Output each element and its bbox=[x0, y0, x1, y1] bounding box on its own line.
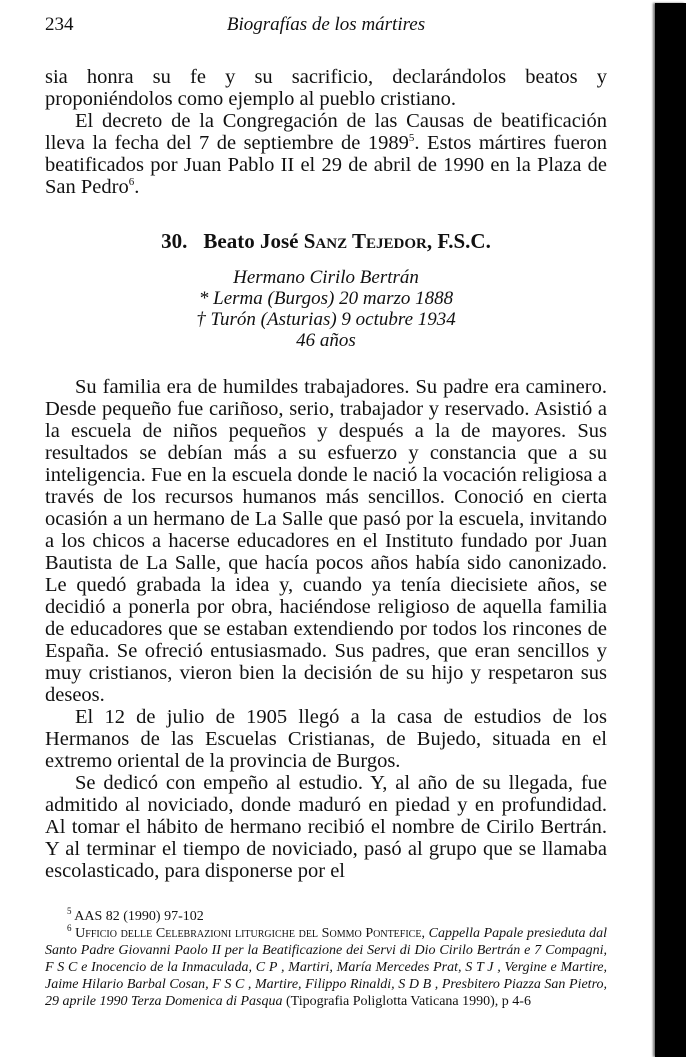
paragraph-text: El decreto de la Congregación de las Causas de beatificación lleva la fecha del 7 de septiembre de 1989 bbox=[45, 110, 607, 154]
intro-text bbox=[45, 66, 607, 198]
footnote-separator: , bbox=[421, 926, 429, 941]
footnote bbox=[45, 908, 607, 925]
main-text bbox=[45, 376, 607, 882]
footnote-marker: 5 bbox=[67, 906, 72, 916]
section-title-prefix: Beato José bbox=[203, 229, 304, 253]
footnote-ref: 6 bbox=[128, 176, 135, 188]
footnote-ref: 5 bbox=[408, 132, 415, 144]
footnote-title: Cappella Papale presieduta dal Santo Padre Giovanni Paolo II per la Beatificazione dei Servi di Dio Cirilo Bertrán e 7 Compagni, F S C e Inocencio de la Inmaculada, C P , Martiri, María Mercedes Prat, S T J , Vergine e Martire, Jaime Hilario Barbal Cosan, F S C , Martire, Filippo Rinaldi, S D B , Presbitero Piazza San Pietro, 29 aprile 1990 Terza Domenica di Pasqua bbox=[45, 926, 608, 1009]
footnotes bbox=[45, 908, 607, 1010]
death-line: † Turón (Asturias) 9 octubre 1934 bbox=[196, 309, 456, 330]
footnote-marker: 6 bbox=[67, 923, 72, 933]
section-surname: Sanz Tejedor bbox=[303, 229, 427, 253]
scan-edge-shadow bbox=[655, 3, 686, 1057]
paragraph: sia honra su fe y su sacrificio, declarándolos beatos y proponiéndolos como ejemplo al pueblo cristiano. bbox=[45, 66, 607, 110]
footnote-imprint: (Tipografia Poliglotta Vaticana 1990), p 4-6 bbox=[282, 994, 531, 1009]
biographical-subheading bbox=[45, 267, 607, 351]
section-heading bbox=[45, 229, 607, 254]
birth-line: * Lerma (Burgos) 20 marzo 1888 bbox=[198, 288, 454, 309]
paragraph: Se dedicó con empeño al estudio. Y, al año de su llegada, fue admitido al noviciado, donde maduró en piedad y en profundidad. Al tomar el hábito de hermano recibió el nombre de Cirilo Bertrán. Y al terminar el tiempo de noviciado, pasó al grupo que se llamaba escolasticado, para disponerse por el bbox=[45, 772, 607, 882]
running-title: Biografías de los mártires bbox=[226, 14, 426, 35]
paragraph-text: . Estos mártires fueron beatificados por Juan Pablo II el 29 de abril de 1990 en la Plaza de San Pedro bbox=[45, 132, 608, 198]
running-header bbox=[45, 14, 607, 40]
section-number: 30. bbox=[161, 229, 188, 253]
age-line: 46 años bbox=[296, 330, 356, 351]
paragraph: El 12 de julio de 1905 llegó a la casa de estudios de los Hermanos de las Escuelas Cristianas, de Bujedo, situada en el extremo oriental de la provincia de Burgos. bbox=[45, 706, 607, 772]
religious-name: Hermano Cirilo Bertrán bbox=[233, 267, 419, 288]
paragraph-text: . bbox=[134, 176, 140, 198]
page-number: 234 bbox=[45, 14, 74, 35]
footnote bbox=[45, 925, 607, 1010]
footnote-text: AAS 82 (1990) 97-102 bbox=[74, 909, 204, 924]
footnote-publisher: Ufficio delle Celebrazioni liturgiche del Sommo Pontefice bbox=[75, 926, 422, 941]
section-suffix: , F.S.C. bbox=[426, 229, 491, 253]
paragraph bbox=[45, 110, 607, 198]
paragraph: Su familia era de humildes trabajadores. Su padre era caminero. Desde pequeño fue cariñoso, serio, trabajador y reservado. Asistió a la escuela de niños pequeños y después a la de mayores. Sus resultados se debían más a su esfuerzo y constancia que a su inteligencia. Fue en la escuela donde le nació la vocación religiosa a través de los recursos humanos más sencillos. Conoció en cierta ocasión a un hermano de La Salle que pasó por la escuela, invitando a los chicos a hacerse educadores en el Instituto fundado por Juan Bautista de La Salle, que hacía pocos años había sido canonizado. Le quedó grabada la idea y, cuando ya tenía diecisiete años, se decidió a ponerla por obra, haciéndose religioso de aquella familia de educadores que se estaban extendiendo por todos los rincones de España. Se ofreció entusiasmado. Sus padres, que eran sencillos y muy cristianos, vieron bien la decisión de su hijo y respetaron sus deseos. bbox=[45, 376, 607, 706]
